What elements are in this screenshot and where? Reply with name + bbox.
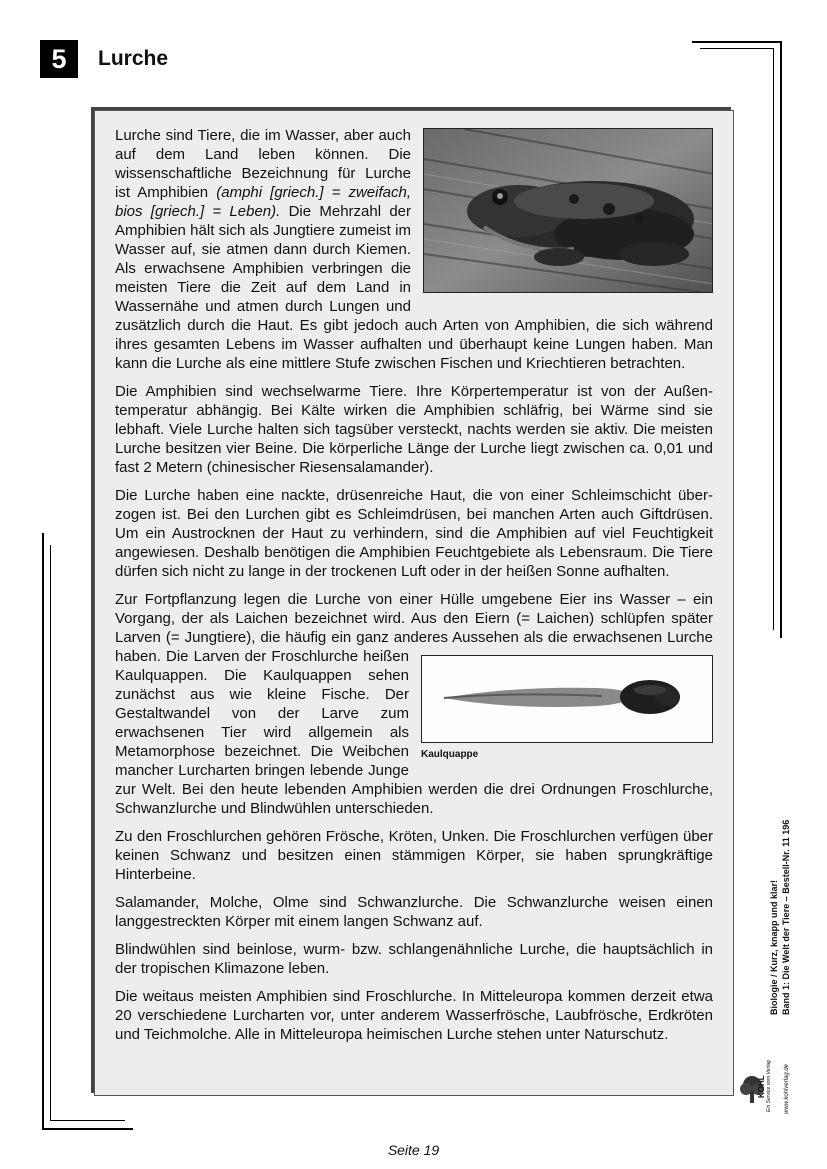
paragraph-skin: Die Lurche haben eine nackte, drüsenreiche Haut, die von einer Schleimschicht überzogen ist. Bei den Lurchen gibt es Schleimdrüsen, bei manchen Arten auch Giftdrüsen. Um ein Austrocknen der Haut zu verhindern, sind die Amphibien auf viel Feuchtigkeit angewiesen. Deshalb benötigen die Amphibien Feuchtgebiete als Lebensraum. Die Tiere dürfen sich nicht zu lange in der trockenen Luft oder in der heißen Sonne aufhalten. xyxy=(115,487,713,580)
frame-line-top-right-h1 xyxy=(692,41,782,43)
side-order-info: Band 1: Die Welt der Tiere – Bestell-Nr. 11 196 xyxy=(781,819,791,1015)
content-text xyxy=(115,126,713,1053)
tadpole-figure xyxy=(421,655,713,761)
side-series-title: Biologie / Kurz, knapp und klar! xyxy=(769,879,779,1015)
paragraph-reproduction-part1: Zur Fortpflanzung legen die Lurche von einer Hülle umgebene Eier ins Wasser – ein Vorgang, der als Laichen bezeichnet wird. Aus den Eiern (= Laichen) schlüpfen später Larven (= Jungtiere), die häufig ein ganz anderes Aussehen als die erwachsenen Lurche haben. xyxy=(115,591,713,665)
paragraph-intro-part2: Die Mehrzahl der Amphibien hält sich als Jungtiere zumeist im Wasser auf, sie atmen dann durch Kiemen. Als erwachsene Amphibien verbringen die meisten Tiere die Zeit auf dem Land in Wassernähe und atmen durch Lungen und zusätzlich durch die Haut. Es gibt jedoch auch Arten von Amphibien, die sich während ihres gesamten Lebens im Wasser aufhalten und überhaupt keine Lungen haben. Man kann die Lurche als eine mittlere Stufe zwischen Fischen und Kriechtieren betrachten. xyxy=(115,203,713,372)
frog-photo xyxy=(423,128,713,293)
tadpole-photo xyxy=(421,655,713,743)
frame-line-top-right-v2 xyxy=(773,48,774,630)
paragraph-body-temperature: Die Amphibien sind wechselwarme Tiere. Ihre Körpertemperatur ist von der Außentemperatur abhängig. Bei Kälte wirken die Amphibien schläfrig, bei Wärme sind sie lebhaft. Viele Lurche halten sich tagsüber versteckt, nachts werden sie aktiv. Die meisten Lurche besitzen vier Beine. Die körperliche Länge der Lurche liegt zwischen ca. 0,01 und fast 2 Metern (chinesischer Riesensalamander). xyxy=(115,383,713,476)
side-product-info xyxy=(768,820,792,1015)
paragraph-caecilians: Blindwühlen sind beinlose, wurm- bzw. schlangenähnliche Lurche, die hauptsächlich in der tropischen Klimazone leben. xyxy=(115,941,713,977)
frame-line-bottom-left-v1 xyxy=(42,533,44,1130)
tadpole-image xyxy=(422,656,712,742)
publisher-logo xyxy=(740,1020,800,1115)
paragraph-reproduction-part2: Die Larven der Froschlurche heißen Kaulquappen. Die Kaulquappen sehen zunächst aus wie kleine Fische. Der Gestaltwandel von der Larve zum erwachsenen Tier wird allgemein als Metamorphose bezeichnet. Die Weibchen mancher Lurcharten bringen lebende Junge zur Welt. Bei den heute lebenden Amphibien werden die drei Ordnungen Froschlurche, Schwanzlurche und Blindwühlen unterschieden. xyxy=(115,648,713,817)
chapter-number: 5 xyxy=(51,43,67,74)
frame-line-bottom-left-h1 xyxy=(42,1128,133,1130)
frog-image xyxy=(424,129,713,293)
paragraph-intro-part1: Lurche sind Tiere, die im Wasser, aber auch auf dem Land leben können. Die wissenschaftliche Bezeichnung für Lurche ist Amphibien xyxy=(115,127,411,201)
frame-line-bottom-left-h2 xyxy=(50,1120,125,1121)
paragraph-frogs: Zu den Froschlurchen gehören Frösche, Kröten, Unken. Die Froschlurchen verfügen über keinen Schwanz und besitzen einen stämmigen Körper, sie haben sprungkräftige Hinterbeine. xyxy=(115,828,713,883)
publisher-url: www.kohlverlag.de xyxy=(784,1063,790,1114)
content-box xyxy=(94,110,734,1096)
publisher-name: KOHL xyxy=(757,1075,766,1098)
frame-line-top-right-h2 xyxy=(700,48,774,49)
chapter-number-badge xyxy=(40,40,78,78)
paragraph-central-europe: Die weitaus meisten Amphibien sind Froschlurche. In Mitteleuropa kommen derzeit etwa 20 verschiedene Lurcharten vor, unter anderem Wasserfrösche, Laubfrösche, Erdkröten und Teichmolche. Alle in Mitteleuropa heimischen Lurche stehen unter Naturschutz. xyxy=(115,988,713,1043)
paragraph-intro-etymology: (amphi [griech.] = zweifach, bios [griech.] = Leben). xyxy=(115,184,411,220)
tadpole-caption: Kaulquappe xyxy=(421,749,479,760)
paragraph-salamanders: Salamander, Molche, Olme sind Schwanzlurche. Die Schwanzlurche weisen einen langgestreckten Körper mit einem langen Schwanz auf. xyxy=(115,894,713,930)
frame-line-bottom-left-v2 xyxy=(50,545,51,1121)
page-number: Seite 19 xyxy=(387,1142,440,1158)
chapter-title: Lurche xyxy=(98,47,169,70)
publisher-tagline: Ein Service vom Verlag xyxy=(766,1060,772,1112)
paragraph-reproduction xyxy=(115,590,713,818)
frame-line-top-right-v1 xyxy=(780,41,782,638)
